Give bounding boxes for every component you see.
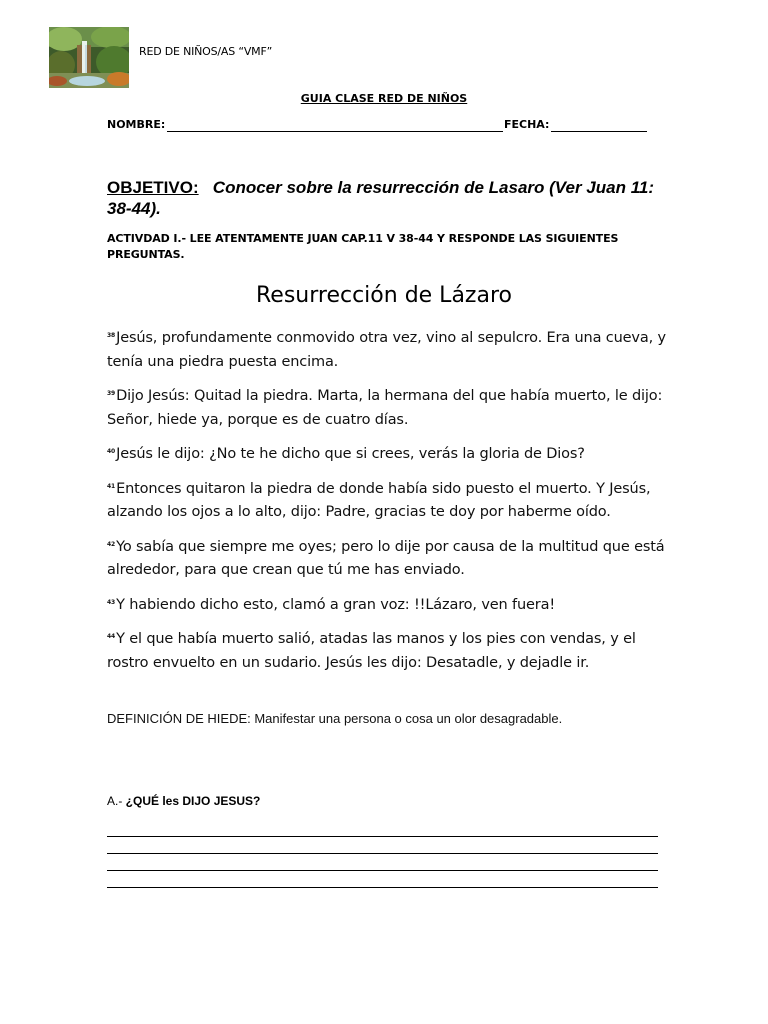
verse-text: Jesús le dijo: ¿No te he dicho que si crees, verás la gloria de Dios? [116,446,585,462]
date-field-line[interactable] [551,131,647,132]
verse-number: 38 [107,332,116,339]
verse-number: 41 [107,482,116,490]
date-label: FECHA: [504,118,550,131]
waterfall-image [49,27,129,88]
verse-text: Dijo Jesús: Quitad la piedra. Marta, la hermana del que había muerto, le dijo: Señor, hiede ya, porque es de cuatro días. [107,388,663,428]
name-date-row [107,118,647,134]
verse [107,475,667,525]
objective [107,177,667,219]
verse-text: Jesús, profundamente conmovido otra vez, vino al sepulcro. Era una cueva, y tenía una piedra puesta encima. [107,330,666,370]
verse-number: 44 [107,633,116,640]
verse [107,382,667,432]
objective-text: Conocer sobre la resurrección de Lasaro (Ver Juan 11: 38-44). [107,178,655,218]
question-text: ¿QUÉ les DIJO JESUS? [125,794,261,808]
verse-number: 40 [107,448,116,455]
answer-line[interactable] [107,887,658,888]
question-prefix: A.- [107,794,126,808]
verse-number: 43 [107,598,116,606]
verse [107,440,667,467]
name-field-line[interactable] [167,131,503,132]
verse-number: 39 [107,390,116,397]
verse [107,324,667,374]
organization-name: RED DE NIÑOS/AS “VMF” [139,45,273,58]
verse [107,591,667,618]
verse-number: 42 [107,540,116,548]
guide-title: GUIA CLASE RED DE NIÑOS [300,92,468,105]
logo-waterfall-image [49,27,129,88]
answer-line[interactable] [107,853,658,854]
verse [107,533,667,583]
verse-text: Entonces quitaron la piedra de donde había sido puesto el muerto. Y Jesús, alzando los ojos a lo alto, dijo: Padre, gracias te doy por haberme oído. [107,480,651,520]
passage-title: Resurrección de Lázaro [256,283,512,308]
answer-line[interactable] [107,870,658,871]
answer-line[interactable] [107,836,658,837]
question-a [107,794,260,808]
name-label: NOMBRE: [107,118,166,131]
passage-verses [107,324,667,683]
objective-label: OBJETIVO: [107,178,199,197]
verse-text: Y el que había muerto salió, atadas las manos y los pies con vendas, y el rostro envuelto en un sudario. Jesús les dijo: Desatadle, y dejadle ir. [107,631,636,671]
verse-text: Y habiendo dicho esto, clamó a gran voz: !!Lázaro, ven fuera! [116,596,555,613]
hiede-definition: DEFINICIÓN DE HIEDE: Manifestar una persona o cosa un olor desagradable. [107,711,563,726]
activity-instructions: ACTIVDAD I.- LEE ATENTAMENTE JUAN CAP.11 V 38-44 Y RESPONDE LAS SIGUIENTES PREGUNTAS. [107,232,619,261]
verse-text: Yo sabía que siempre me oyes; pero lo dije por causa de la multitud que está alrededor, para que crean que tú me has enviado. [107,538,665,578]
verse [107,625,667,675]
